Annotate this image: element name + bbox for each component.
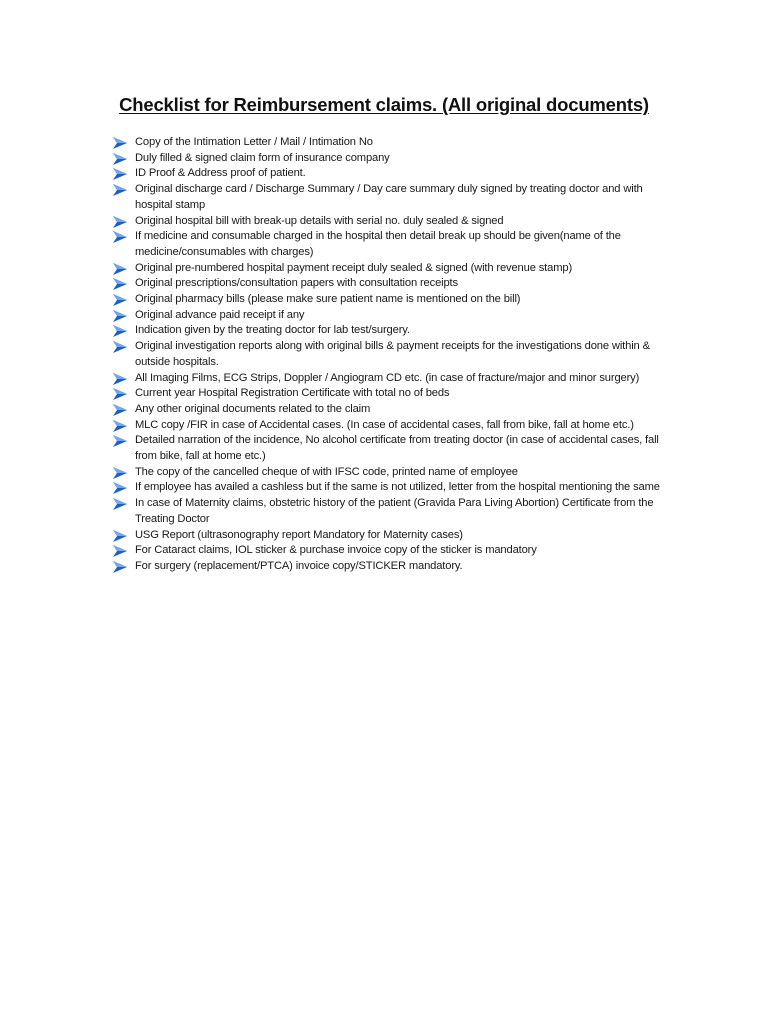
checklist-item-text: If medicine and consumable charged in the hospital then detail break up should be given(name of the medicine/consumables with charges) (135, 230, 621, 258)
checklist-item-text: Original prescriptions/consultation papers with consultation receipts (135, 277, 458, 290)
chevron-arrow-bullet-icon (112, 262, 128, 276)
checklist-item (112, 182, 682, 213)
chevron-arrow-bullet-icon (112, 497, 128, 511)
checklist-item-text: Original pre-numbered hospital payment receipt duly sealed & signed (with revenue stamp) (135, 261, 573, 274)
checklist-item-text: All Imaging Films, ECG Strips, Doppler / Angiogram CD etc. (in case of fracture/major and minor surgery) (135, 371, 640, 384)
chevron-arrow-bullet-icon (112, 403, 128, 417)
checklist-item-text: Original pharmacy bills (please make sure patient name is mentioned on the bill) (135, 293, 521, 306)
chevron-arrow-bullet-icon (112, 277, 128, 291)
checklist-item-text: Indication given by the treating doctor for lab test/surgery. (135, 324, 410, 337)
chevron-arrow-bullet-icon (112, 309, 128, 323)
checklist-item-text: For surgery (replacement/PTCA) invoice copy/STICKER mandatory. (135, 559, 463, 572)
checklist-item-text: ID Proof & Address proof of patient. (135, 167, 306, 180)
checklist-item (112, 496, 682, 527)
chevron-arrow-bullet-icon (112, 372, 128, 386)
checklist-item (112, 433, 682, 464)
checklist-item (112, 214, 682, 230)
chevron-arrow-bullet-icon (112, 152, 128, 166)
checklist-item (112, 480, 682, 496)
checklist-item-text: MLC copy /FIR in case of Accidental cases. (In case of accidental cases, fall from bike, fall at home etc.) (135, 418, 634, 431)
checklist-item (112, 323, 682, 339)
chevron-arrow-bullet-icon (112, 560, 128, 574)
checklist-item (112, 559, 682, 575)
checklist-item-text: USG Report (ultrasonography report Mandatory for Maternity cases) (135, 528, 463, 541)
checklist-item (112, 543, 682, 559)
chevron-arrow-bullet-icon (112, 434, 128, 448)
checklist-item (112, 418, 682, 434)
checklist-item-text: Original discharge card / Discharge Summary / Day care summary duly signed by treating doctor and with hospital stamp (135, 183, 643, 211)
checklist-item-text: Original hospital bill with break-up details with serial no. duly sealed & signed (135, 214, 504, 227)
checklist-item (112, 151, 682, 167)
checklist-item-text: Any other original documents related to the claim (135, 402, 371, 415)
chevron-arrow-bullet-icon (112, 167, 128, 181)
checklist-item (112, 371, 682, 387)
checklist-item (112, 386, 682, 402)
checklist-item-text: Original investigation reports along with original bills & payment receipts for the investigations done within & outside hospitals. (135, 340, 650, 368)
checklist-item-text: For Cataract claims, IOL sticker & purchase invoice copy of the sticker is mandatory (135, 544, 537, 557)
checklist-item-text: Original advance paid receipt if any (135, 308, 305, 321)
chevron-arrow-bullet-icon (112, 340, 128, 354)
chevron-arrow-bullet-icon (112, 183, 128, 197)
chevron-arrow-bullet-icon (112, 387, 128, 401)
chevron-arrow-bullet-icon (112, 419, 128, 433)
checklist (112, 135, 682, 575)
checklist-item (112, 339, 682, 370)
checklist-item (112, 528, 682, 544)
checklist-item-text: In case of Maternity claims, obstetric history of the patient (Gravida Para Living Abortion) Certificate from the Treating Doctor (135, 497, 654, 525)
checklist-item-text: Current year Hospital Registration Certificate with total no of beds (135, 387, 450, 400)
checklist-item (112, 261, 682, 277)
checklist-item (112, 135, 682, 151)
checklist-item (112, 308, 682, 324)
checklist-item (112, 465, 682, 481)
checklist-item (112, 276, 682, 292)
checklist-item (112, 292, 682, 308)
chevron-arrow-bullet-icon (112, 481, 128, 495)
chevron-arrow-bullet-icon (112, 324, 128, 338)
chevron-arrow-bullet-icon (112, 466, 128, 480)
chevron-arrow-bullet-icon (112, 544, 128, 558)
checklist-item-text: If employee has availed a cashless but if the same is not utilized, letter from the hospital mentioning the same (135, 481, 660, 494)
checklist-item (112, 402, 682, 418)
checklist-item-text: Copy of the Intimation Letter / Mail / Intimation No (135, 136, 373, 148)
checklist-item-text: Detailed narration of the incidence, No alcohol certificate from treating doctor (in case of accidental cases, fall from bike, fall at home etc.) (135, 434, 659, 463)
chevron-arrow-bullet-icon (112, 215, 128, 229)
checklist-item (112, 166, 682, 182)
checklist-item-text: Duly filled & signed claim form of insurance company (135, 151, 390, 164)
chevron-arrow-bullet-icon (112, 136, 128, 150)
chevron-arrow-bullet-icon (112, 230, 128, 244)
checklist-item (112, 229, 682, 260)
page-title: Checklist for Reimbursement claims. (All original documents) (119, 94, 649, 115)
chevron-arrow-bullet-icon (112, 293, 128, 307)
checklist-item-text: The copy of the cancelled cheque of with IFSC code, printed name of employee (135, 465, 518, 478)
chevron-arrow-bullet-icon (112, 529, 128, 543)
